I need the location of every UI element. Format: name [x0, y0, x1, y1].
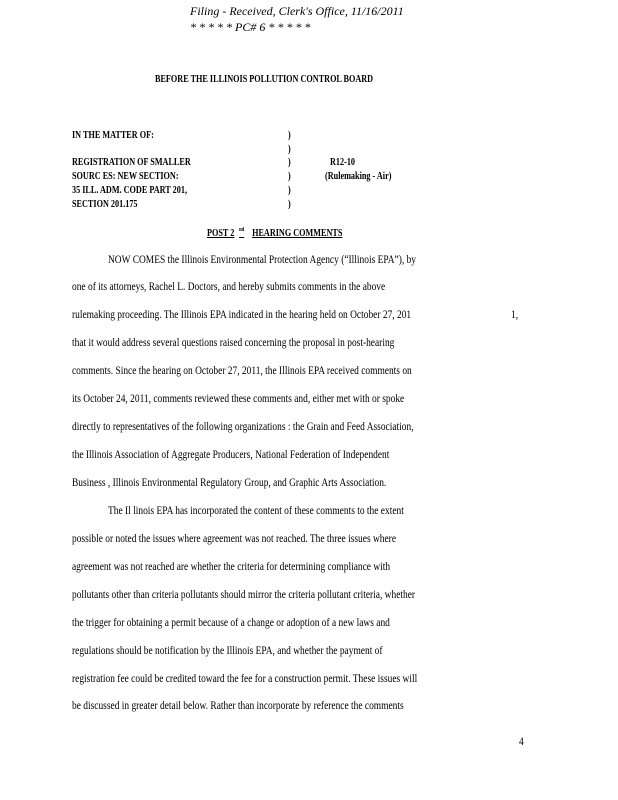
caption-bracket: )	[288, 199, 291, 210]
body-line: The Il linois EPA has incorporated the content of these comments to the extent	[108, 505, 404, 517]
caption-bracket: )	[288, 185, 291, 196]
caption-line: IN THE MATTER OF:	[72, 130, 154, 141]
caption-line: SOURC ES: NEW SECTION:	[72, 171, 179, 182]
body-line: its October 24, 2011, comments reviewed these comments and, either met with or spoke	[72, 393, 405, 405]
body-line: the Illinois Association of Aggregate Producers, National Federation of Independent	[72, 449, 390, 461]
caption-line: REGISTRATION OF SMALLER	[72, 157, 191, 168]
body-line: possible or noted the issues where agreement was not reached. The three issues where	[72, 533, 397, 545]
caption-bracket: )	[288, 144, 291, 155]
body-line: registration fee could be credited toward the fee for a construction permit. These issues will	[72, 673, 418, 685]
docket-type: (Rulemaking - Air)	[325, 171, 392, 182]
docket-number: R12-10	[330, 157, 356, 168]
body-line-tail: 1,	[511, 309, 519, 321]
caption-bracket: )	[288, 130, 291, 141]
body-line: be discussed in greater detail below. Rather than incorporate by reference the comments	[72, 700, 404, 712]
body-line: that it would address several questions raised concerning the proposal in post-hearing	[72, 337, 395, 349]
caption-bracket: )	[288, 171, 291, 182]
body-line: Business , Illinois Environmental Regulatory Group, and Graphic Arts Association.	[72, 477, 387, 489]
body-line: comments. Since the hearing on October 27, 2011, the Illinois EPA received comments on	[72, 365, 412, 377]
body-line: pollutants other than criteria pollutants should mirror the criteria pollutant criteria, whether	[72, 589, 416, 601]
body-line: directly to representatives of the following organizations : the Grain and Feed Association,	[72, 421, 414, 433]
body-line: rulemaking proceeding. The Illinois EPA indicated in the hearing held on October 27, 201	[72, 309, 412, 321]
heading-post: HEARING COMMENTS	[252, 228, 343, 239]
body-line: NOW COMES the Illinois Environmental Protection Agency (“Illinois EPA”), by	[108, 254, 417, 266]
heading-pre: POST 2	[207, 228, 235, 239]
page-number: 4	[519, 736, 524, 748]
caption-line: 35 ILL. ADM. CODE PART 201,	[72, 185, 187, 196]
body-line: one of its attorneys, Rachel L. Doctors, and hereby submits comments in the above	[72, 281, 386, 293]
filing-stamp: Filing - Received, Clerk's Office, 11/16/2011	[190, 4, 404, 18]
board-title: BEFORE THE ILLINOIS POLLUTION CONTROL BOARD	[155, 74, 374, 85]
caption-bracket: )	[288, 157, 291, 168]
caption-line: SECTION 201.175	[72, 199, 138, 210]
body-line: the trigger for obtaining a permit because of a change or adoption of a new laws and	[72, 617, 390, 629]
body-line: regulations should be notification by the Illinois EPA, and whether the payment of	[72, 645, 383, 657]
pc-stamp: * * * * * PC# 6 * * * * *	[190, 20, 311, 34]
comments-heading	[207, 228, 342, 239]
heading-sup: nd	[239, 227, 245, 233]
body-line: agreement was not reached are whether the criteria for determining compliance with	[72, 561, 391, 573]
